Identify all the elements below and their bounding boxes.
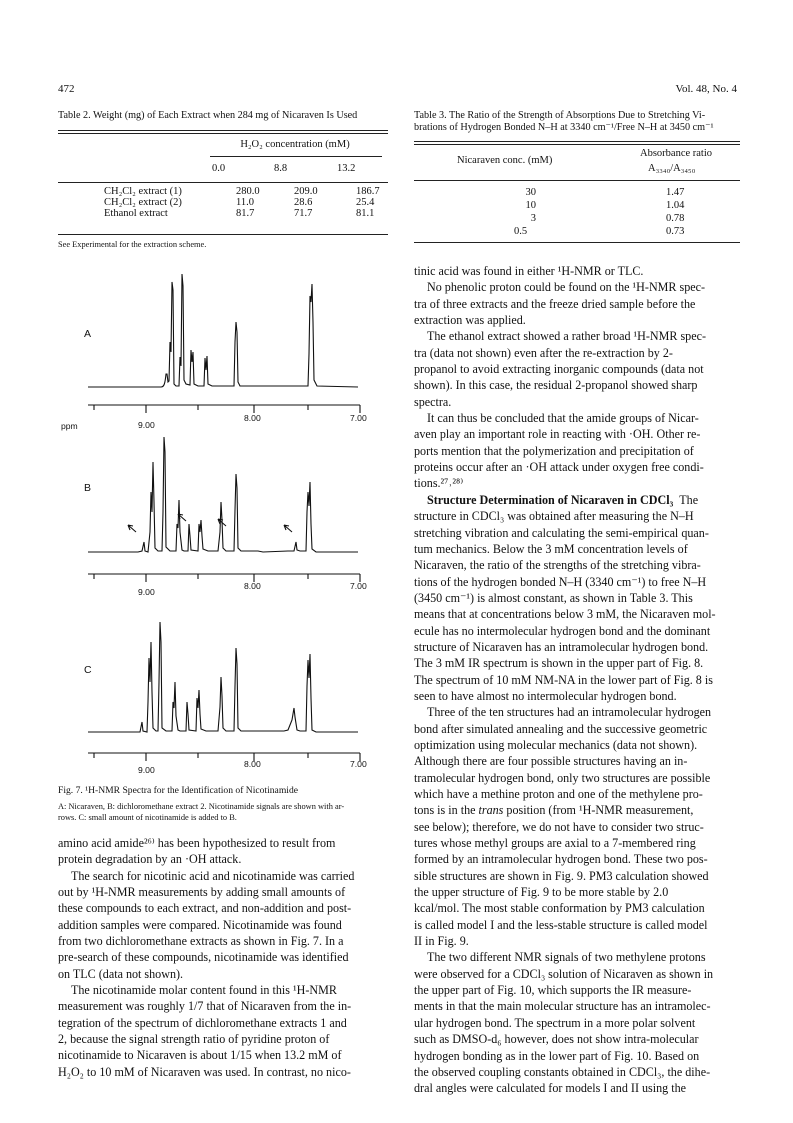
right-column-text: [414, 263, 740, 1097]
text-line: The two different NMR signals of two methylene protons: [427, 950, 706, 965]
text-line: formed by an intramolecular hydrogen bond. These two pos-: [414, 852, 708, 867]
text-line: tinic acid was found in either ¹H-NMR or TLC.: [414, 264, 644, 278]
tick-label: 7.00: [350, 581, 367, 591]
table3-top-rule: [414, 141, 740, 145]
table2-cell: 280.0: [236, 186, 260, 197]
text-line: addition samples were compared. Nicotinamide was found: [58, 917, 342, 932]
text-line: No phenolic proton could be found on the ¹H-NMR spec-: [427, 280, 706, 295]
text-line: dral angles were calculated for models I and II using the: [414, 1081, 687, 1096]
text-fragment: tons is in the: [414, 803, 479, 818]
table2-cell: 81.7: [236, 208, 255, 219]
tick-label: 8.00: [244, 413, 261, 423]
table2-cell: 25.4: [356, 197, 375, 208]
table2-cell: 209.0: [294, 186, 318, 197]
text-line: tegration of the spectrum of dichloromethane extracts 1 and: [58, 1015, 347, 1030]
text-line: see below); therefore, we do not have to consider two struc-: [414, 819, 704, 834]
text-line: structure of Nicaraven has an intramolecular hydrogen bond.: [414, 639, 709, 654]
table3-col1-header: Nicaraven conc. (mM): [457, 155, 553, 166]
table3-conc: 0.5: [514, 226, 528, 237]
text-line: Nicaraven, the ratio of the strengths of the stretching vibra-: [414, 558, 701, 573]
text-line: out by ¹H-NMR measurements by adding small amounts of: [58, 885, 346, 900]
text-fragment-italic: trans: [478, 803, 504, 818]
text-line: ular hydrogen bond. The spectrum in a more polar solvent: [414, 1015, 696, 1030]
table2-body: [58, 186, 388, 219]
tick-label: 9.00: [138, 587, 155, 597]
text-line: structure in CDCl₃ was obtained after measuring the N–H: [414, 509, 694, 524]
table3-ratio: 0.78: [666, 213, 685, 224]
text-line: II in Fig. 9.: [414, 934, 469, 949]
journal-volume: Vol. 48, No. 4: [675, 83, 737, 95]
text-line: ecule has no intermolecular hydrogen bond and the dominant: [414, 623, 711, 638]
tick-label: 7.00: [350, 413, 367, 423]
text-line: stretching vibration and calculating the semi-empirical quan-: [414, 525, 709, 540]
tick-label: 8.00: [244, 581, 261, 591]
text-line: seen to have almost no intermolecular hydrogen bond.: [414, 688, 677, 703]
text-line: protein degradation by an ·OH attack.: [58, 852, 242, 867]
text-line: Although there are four possible structures having an in-: [414, 754, 688, 769]
table3-conc: 10: [525, 200, 536, 211]
text-line: sible structures are shown in Fig. 9. PM3 calculation showed: [414, 868, 709, 883]
text-line: propanol to avoid extracting inorganic compounds (data not: [414, 362, 704, 377]
tick-label: 7.00: [350, 759, 367, 769]
text-line: pre-search of these compounds, nicotinamide was identified: [58, 950, 349, 965]
text-line: tions of the hydrogen bonded N–H (3340 cm⁻¹) to free N–H: [414, 574, 707, 589]
spectrum-b-trace: [88, 437, 358, 552]
table3-conc: 3: [530, 213, 536, 224]
text-line: the observed coupling constants obtained in CDCl₃, the dihe-: [414, 1064, 711, 1079]
table3-ratio: 1.04: [666, 200, 685, 211]
table3-header-rule: [414, 180, 740, 181]
text-line: nicotinamide to Nicaraven is about 1/15 when 13.2 mM of: [58, 1048, 342, 1063]
ppm-unit-label: ppm: [61, 421, 78, 431]
table2-cell: 11.0: [236, 197, 254, 208]
table3-caption-line1: Table 3. The Ratio of the Strength of Absorptions Due to Stretching Vi-: [414, 110, 706, 121]
spectrum-c-label: C: [84, 664, 92, 676]
table-row: [58, 208, 388, 219]
table2-row-label: CH₂Cl₂ extract (2): [104, 197, 182, 208]
table2-top-rule: [58, 130, 388, 134]
text-line: amino acid amide²⁶⁾ has been hypothesized to result from: [58, 836, 336, 850]
text-line: tra (data not shown) even after the re-extraction by 2-: [414, 345, 673, 360]
table3-ratio: 1.47: [666, 187, 685, 198]
table2-caption: Table 2. Weight (mg) of Each Extract when 284 mg of Nicaraven Is Used: [58, 110, 358, 121]
table2-row-label: CH₂Cl₂ extract (1): [104, 186, 182, 197]
spectrum-c-trace: [88, 622, 358, 732]
table2-row-label: Ethanol extract: [104, 208, 168, 219]
text-line: tramolecular hydrogen bond, only two structures are possible: [414, 770, 711, 785]
table2-cell: 71.7: [294, 208, 313, 219]
text-line: on TLC (data not shown).: [58, 966, 184, 981]
spectrum-a-label: A: [84, 328, 92, 340]
text-line: is called model I and the less-stable structure is called model: [414, 917, 708, 932]
table-row: [58, 186, 388, 197]
spectrum-a-trace: [88, 274, 358, 387]
text-line: The search for nicotinic acid and nicotinamide was carried: [71, 868, 355, 883]
table3-caption-line2: brations of Hydrogen Bonded N–H at 3340 cm⁻¹/Free N–H at 3450 cm⁻¹: [414, 122, 714, 133]
table2-col-0: 0.0: [212, 163, 226, 174]
tick-label: 8.00: [244, 759, 261, 769]
figure7-note-line1: A: Nicaraven, B: dichloromethane extract 2. Nicotinamide signals are shown with ar-: [58, 802, 345, 811]
text-line: The spectrum of 10 mM NM-NA in the lower part of Fig. 8 is: [414, 672, 713, 687]
nicotinamide-arrow-icon: [284, 525, 292, 532]
figure7-caption: Fig. 7. ¹H-NMR Spectra for the Identification of Nicotinamide: [58, 785, 298, 796]
table3-col2-header-line2: A₃₃₄₀/A₃₄₅₀: [648, 163, 696, 174]
text-line: such as DMSO-d₆ however, does not show intra-molecular: [414, 1032, 699, 1047]
table-row: [58, 197, 388, 208]
text-line: tum mechanics. Below the 3 mM concentration levels of: [414, 541, 688, 556]
text-line: kcal/mol. The most stable conformation by PM3 calculation: [414, 901, 705, 916]
figure7-note-line2: rows. C: small amount of nicotinamide is added to B.: [58, 813, 237, 822]
page-number: 472: [58, 83, 75, 95]
text-line: proteins occur after an ·OH attack under oxygen free condi-: [414, 460, 704, 475]
table2-group-rule: [210, 156, 382, 157]
text-line: optimization using molecular mechanics (data not shown).: [414, 737, 698, 752]
text-line: spectra.: [414, 394, 452, 409]
table2-cell: 81.1: [356, 208, 375, 219]
left-column-text: [58, 835, 391, 1080]
table2-header-rule: [58, 182, 388, 183]
text-line: ports mention that the polymerization and precipitation of: [414, 443, 694, 458]
table2-group-header: H₂O₂ concentration (mM): [240, 139, 350, 150]
text-line: tra of three extracts and the freeze dried sample before the: [414, 296, 696, 311]
text-line: aven play an important role in reacting with ·OH. Other re-: [414, 427, 701, 442]
text-line: shown). In this case, the residual 2-propanol showed sharp: [414, 378, 698, 393]
text-line: ments in that the main molecular structure has an intramolec-: [414, 999, 711, 1014]
text-line: these compounds to each extract, and non-addition and post-: [58, 901, 352, 916]
text-line: The 3 mM IR spectrum is shown in the upper part of Fig. 8.: [414, 656, 704, 671]
text-line: H₂O₂ to 10 mM of Nicaraven was used. In contrast, no nico-: [58, 1064, 351, 1079]
text-line: tures whose methyl groups are axial to a 7-membered ring: [414, 836, 696, 851]
text-line: the upper structure of Fig. 9 to be more stable by 2.0: [414, 885, 669, 900]
nicotinamide-arrow-icon: [128, 525, 136, 532]
text-line: the upper part of Fig. 10, which supports the IR measure-: [414, 983, 692, 998]
text-line: [414, 492, 740, 508]
text-line: were observed for a CDCl₃ solution of Nicaraven as shown in: [414, 966, 714, 981]
text-line: 2, because the signal strength ratio of pyridine proton of: [58, 1032, 330, 1047]
text-line: (3450 cm⁻¹) is almost constant, as shown in Table 3. This: [414, 590, 693, 605]
text-line: Three of the ten structures had an intramolecular hydrogen: [427, 705, 712, 720]
table3-bottom-rule: [414, 242, 740, 243]
table3-ratio: 0.73: [666, 226, 685, 237]
text-line: It can thus be concluded that the amide groups of Nicar-: [427, 411, 699, 426]
table2-col-1: 8.8: [274, 163, 288, 174]
spectrum-b-label: B: [84, 482, 92, 494]
text-fragment: position (from ¹H-NMR measurement,: [503, 803, 694, 818]
text-line: bond after simulated annealing and the successive geometric: [414, 721, 708, 736]
table2-footnote: See Experimental for the extraction scheme.: [58, 240, 207, 249]
text-line: tions.²⁷˒²⁸⁾: [414, 476, 464, 491]
text-line: The nicotinamide molar content found in this ¹H-NMR: [71, 983, 337, 998]
tick-label: 9.00: [138, 420, 155, 430]
section-heading: Structure Determination of Nicaraven in CDCl₃: [427, 492, 674, 507]
table2-cell: 28.6: [294, 197, 313, 208]
text-line: [414, 802, 740, 818]
tick-label: 9.00: [138, 765, 155, 775]
table2-col-2: 13.2: [337, 163, 356, 174]
table3-conc-column: [510, 186, 536, 238]
text-line: which have a methine proton and one of the methylene pro-: [414, 787, 703, 801]
table3-ratio-column: [666, 186, 684, 238]
text-line: means that at concentrations below 3 mM, the Nicaraven mol-: [414, 607, 716, 622]
text-line: measurement was roughly 1/7 that of Nicaraven from the in-: [58, 999, 352, 1014]
table3-conc: 30: [525, 187, 536, 198]
text-line: from two dichloromethane extracts as shown in Fig. 7. In a: [58, 934, 344, 949]
figure7-nmr-spectra: [58, 262, 398, 782]
text-fragment: The: [679, 492, 699, 507]
text-line: hydrogen bonding as in the lower part of Fig. 10. Based on: [414, 1048, 700, 1063]
table3-col2-header-line1: Absorbance ratio: [640, 148, 713, 159]
text-line: The ethanol extract showed a rather broad ¹H-NMR spec-: [427, 329, 706, 344]
table2-cell: 186.7: [356, 186, 380, 197]
text-line: extraction was applied.: [414, 313, 526, 328]
table2-bottom-rule: [58, 234, 388, 235]
